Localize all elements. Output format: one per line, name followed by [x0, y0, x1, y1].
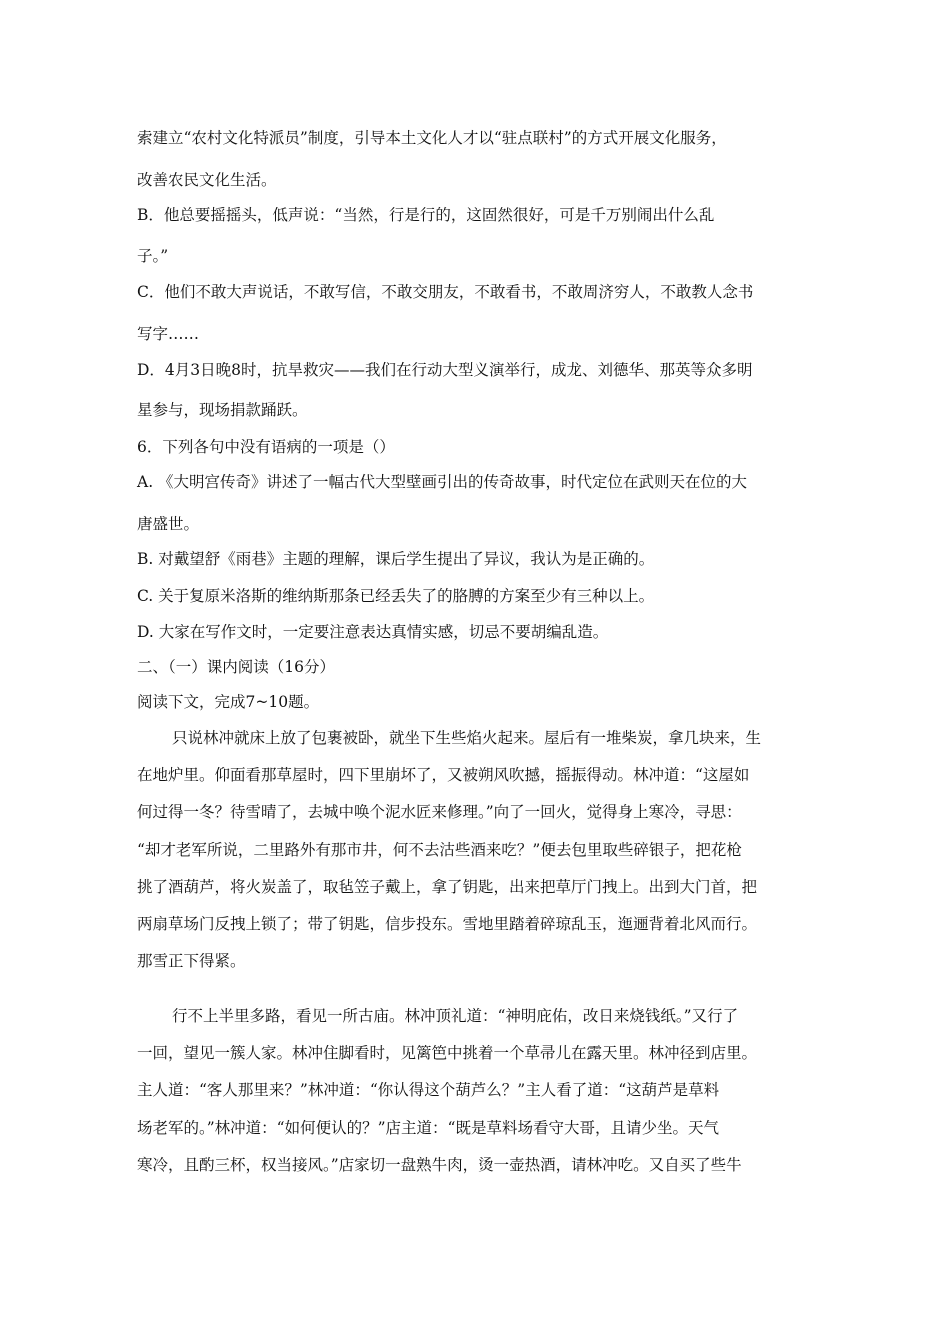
passage-line: 那雪正下得紧。 [137, 952, 246, 970]
passage-line: 挑了酒葫芦，将火炭盖了，取毡笠子戴上，拿了钥匙，出来把草厅门拽上。出到大门首，把 [137, 878, 758, 896]
passage-line: 何过得一冬？待雪晴了，去城中唤个泥水匠来修理。”向了一回火，觉得身上寒冷，寻思： [137, 803, 742, 821]
text-line: C．他们不敢大声说话，不敢写信，不敢交朋友，不敢看书，不敢周济穷人，不敢教人念书 [137, 283, 754, 301]
passage-line: 一回，望见一簇人家。林冲住脚看时，见篱笆中挑着一个草帚儿在露天里。林冲径到店里。 [137, 1044, 758, 1062]
passage-line: “却才老军所说，二里路外有那市井，何不去沽些酒来吃？”便去包里取些碎银子，把花枪 [137, 841, 742, 859]
text-line: B. 对戴望舒《雨巷》主题的理解，课后学生提出了异议，我认为是正确的。 [137, 550, 655, 568]
text-line: D．4月3日晚8时，抗旱救灾——我们在行动大型义演举行，成龙、刘德华、那英等众多明 [137, 361, 753, 379]
text-line: C. 关于复原米洛斯的维纳斯那条已经丢失了的胳膊的方案至少有三种以上。 [137, 587, 655, 605]
passage-line: 行不上半里多路，看见一所古庙。林冲顶礼道：“神明庇佑，改日来烧钱纸。”又行了 [172, 1007, 739, 1025]
question-title: 6．下列各句中没有语病的一项是（） [137, 438, 395, 456]
passage-line: 寒冷，且酌三杯，权当接风。”店家切一盘熟牛肉，烫一壶热酒，请林冲吃。又自买了些牛 [137, 1156, 742, 1174]
text-line: 星参与，现场捐款踊跃。 [137, 401, 308, 419]
text-line: 索建立“农村文化特派员”制度，引导本土文化人才以“驻点联村”的方式开展文化服务， [137, 129, 727, 147]
passage-line: 两扇草场门反拽上锁了；带了钥匙，信步投东。雪地里踏着碎琼乱玉，迤逦背着北风而行。 [137, 915, 758, 933]
section-heading: 二、（一）课内阅读（16分） [137, 658, 335, 676]
passage-line: 场老军的。”林冲道：“如何便认的？”店主道：“既是草料场看守大哥，且请少坐。天气 [137, 1119, 719, 1137]
instruction-line: 阅读下文，完成7~10题。 [137, 693, 320, 711]
text-line: 子。” [137, 247, 169, 265]
text-line: 改善农民文化生活。 [137, 171, 277, 189]
passage-line: 主人道：“客人那里来？”林冲道：“你认得这个葫芦么？”主人看了道：“这葫芦是草料 [137, 1081, 720, 1099]
text-line: A. 《大明宫传奇》讲述了一幅古代大型壁画引出的传奇故事，时代定位在武则天在位的大 [137, 473, 748, 491]
text-line: 写字…… [137, 325, 200, 343]
passage-line: 在地炉里。仰面看那草屋时，四下里崩坏了，又被朔风吹撼，摇振得动。林冲道：“这屋如 [137, 766, 750, 784]
passage-line: 只说林冲就床上放了包裹被卧，就坐下生些焰火起来。屋后有一堆柴炭，拿几块来，生 [172, 729, 762, 747]
text-line: 唐盛世。 [137, 515, 200, 533]
text-line: D. 大家在写作文时，一定要注意表达真情实感，切忌不要胡编乱造。 [137, 623, 609, 641]
text-line: B．他总要摇摇头，低声说：“当然，行是行的，这固然很好，可是千万别闹出什么乱 [137, 206, 715, 224]
